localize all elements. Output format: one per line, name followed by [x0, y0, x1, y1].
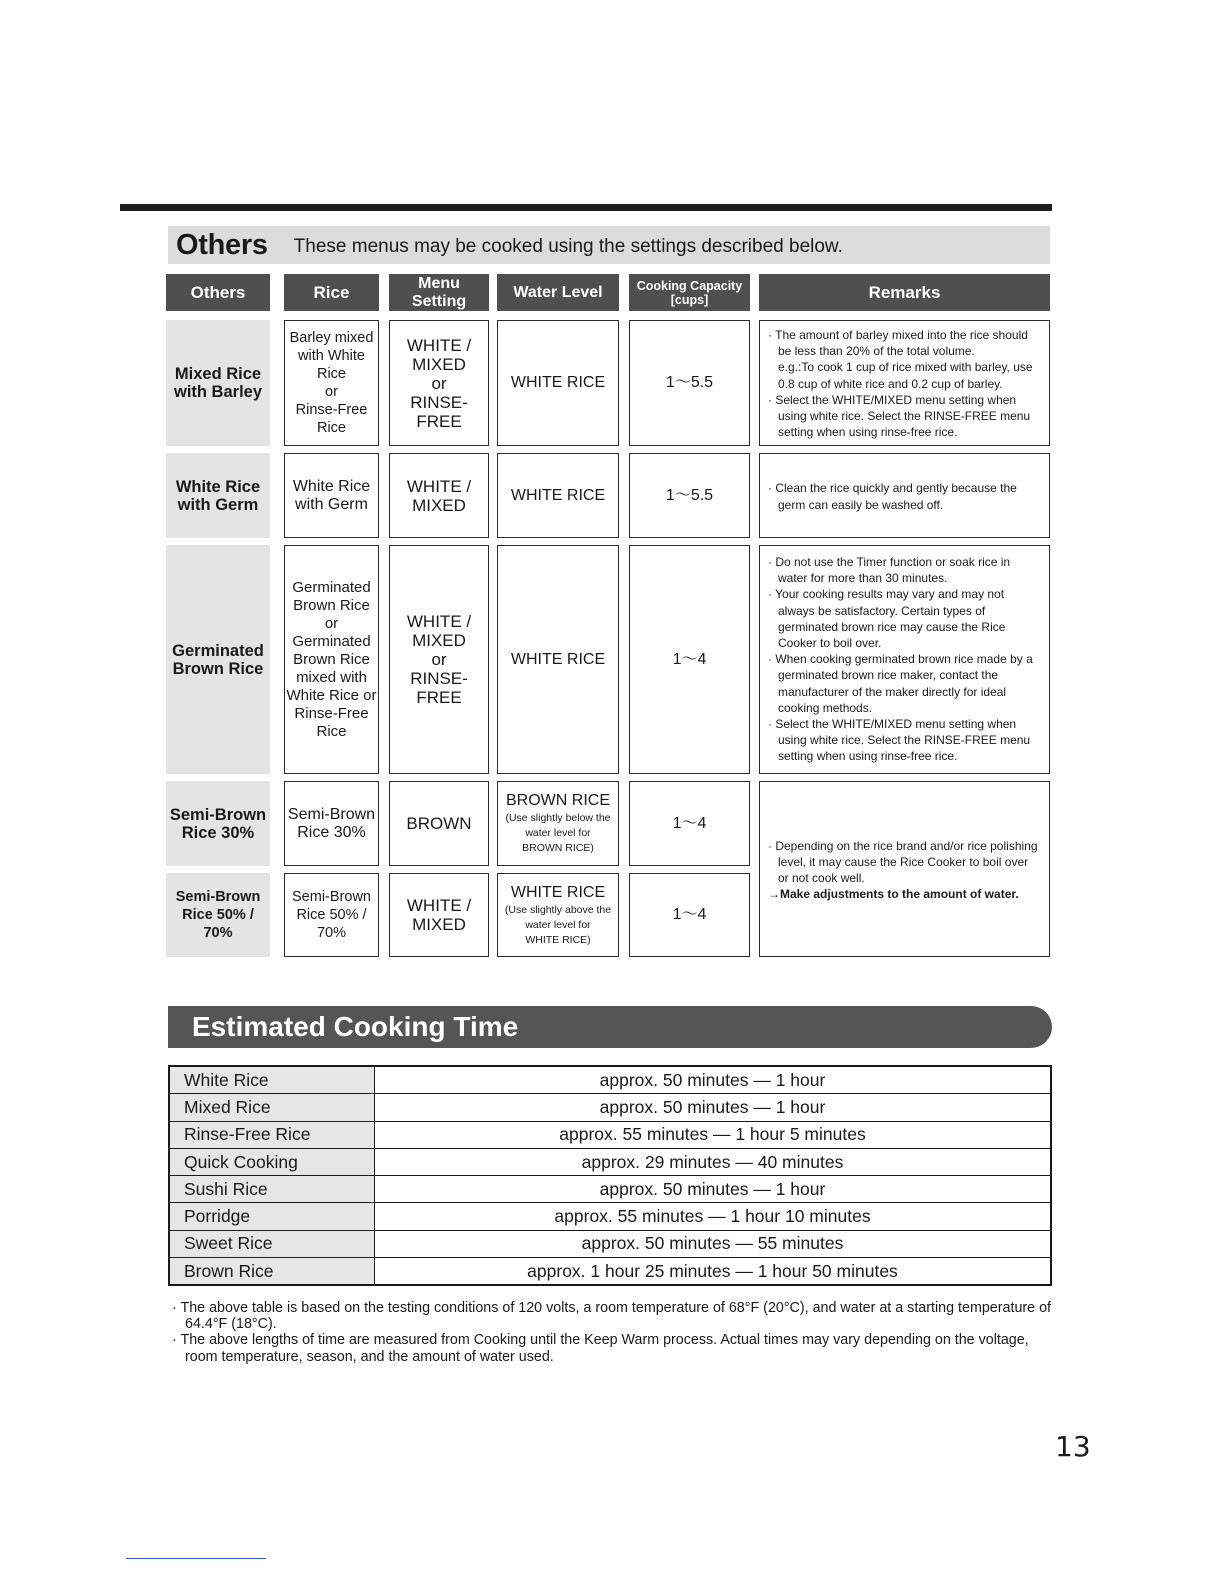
header-others: Others: [166, 274, 270, 311]
row-category: Semi-Brown Rice 30%: [166, 781, 270, 866]
row-category: White Rice with Germ: [166, 453, 270, 538]
row-category: Semi-Brown Rice 50% / 70%: [166, 873, 270, 957]
page-number: 13: [1055, 1430, 1091, 1463]
table-row: [169, 1094, 1051, 1121]
row-capacity: 1〜4: [629, 781, 750, 866]
remark-item: · The amount of barley mixed into the rice should be less than 20% of the total volume.: [768, 328, 1028, 359]
table-row: [169, 1066, 1051, 1094]
row-water-level: [497, 320, 619, 446]
header-water-level: Water Level: [497, 274, 619, 311]
water-level-note: (Use slightly below the water level for BROWN RICE): [505, 812, 611, 854]
water-level-text: WHITE RICE: [510, 883, 606, 901]
remark-emphasis: →Make adjustments to the amount of water.: [768, 887, 1019, 902]
row-menu-setting: WHITE / MIXED or RINSE-FREE: [389, 545, 489, 774]
remark-item: · When cooking germinated brown rice made by a germinated brown rice maker, contact the manufacturer of the maker directly for ideal cooking methods.: [768, 652, 1033, 715]
row-category: Mixed Rice with Barley: [166, 320, 270, 446]
others-subtitle: These menus may be cooked using the settings described below.: [293, 236, 843, 257]
row-capacity: 1〜5.5: [629, 320, 750, 446]
water-level-text: BROWN RICE: [506, 792, 610, 809]
remark-item: e.g.:To cook 1 cup of rice mixed with barley, use 0.8 cup of white rice and 0.2 cup of barley.: [778, 360, 1033, 391]
rice-type: Sweet Rice: [169, 1230, 375, 1257]
row-rice: Barley mixed with White Rice or Rinse-Free Rice: [284, 320, 379, 446]
water-level-note: (Use slightly above the water level for WHITE RICE): [504, 903, 612, 946]
cooking-time: approx. 55 minutes — 1 hour 10 minutes: [375, 1203, 1052, 1230]
rice-type: Rinse-Free Rice: [169, 1121, 375, 1148]
row-capacity: 1〜5.5: [629, 453, 750, 538]
row-capacity: 1〜4: [629, 873, 750, 957]
row-remarks: [759, 320, 1050, 446]
cooking-time: approx. 55 minutes — 1 hour 5 minutes: [375, 1121, 1052, 1148]
rice-type: White Rice: [169, 1066, 375, 1094]
cooking-time: approx. 1 hour 25 minutes — 1 hour 50 minutes: [375, 1258, 1052, 1286]
row-water-level: [497, 873, 619, 957]
others-title-band: [168, 226, 1050, 264]
remark-item: · Depending on the rice brand and/or rice polishing level, it may cause the Rice Cooker to boil over or not cook well.: [768, 838, 1038, 885]
remark-item: · Select the WHITE/MIXED menu setting when using white rice. Select the RINSE-FREE menu setting when using rinse-free rice.: [768, 717, 1031, 764]
table-row: [169, 1148, 1051, 1175]
header-rice: Rice: [284, 274, 379, 311]
header-menu-setting: Menu Setting: [389, 274, 489, 311]
cooking-time-notes: [172, 1300, 1052, 1365]
row-menu-setting: WHITE / MIXED or RINSE-FREE: [389, 320, 489, 446]
cooking-time: approx. 50 minutes — 55 minutes: [375, 1230, 1052, 1257]
semi-brown-remarks: [759, 781, 1050, 957]
header-capacity-unit: [cups]: [670, 292, 709, 307]
remark-item: · Your cooking results may vary and may not always be satisfactory. Certain types of germinated brown rice may cause the Rice Cooker to boil over.: [768, 587, 1006, 651]
rice-type: Porridge: [169, 1203, 375, 1230]
row-remarks: [759, 545, 1050, 774]
row-rice: Germinated Brown Rice or Germinated Brown Rice mixed with White Rice or Rinse-Free Rice: [284, 545, 379, 774]
row-capacity: 1〜4: [629, 545, 750, 774]
water-level-text: WHITE RICE: [510, 374, 606, 391]
water-level-text: WHITE RICE: [510, 650, 606, 668]
header-remarks: Remarks: [759, 274, 1050, 311]
remark-item: · Do not use the Timer function or soak rice in water for more than 30 minutes.: [768, 555, 1011, 586]
row-menu-setting: BROWN: [389, 781, 489, 866]
table-row: [169, 1176, 1051, 1203]
table-row: [169, 1230, 1051, 1257]
row-water-level: [497, 453, 619, 538]
row-water-level: [497, 781, 619, 866]
remark-item: · Clean the rice quickly and gently because the germ can easily be washed off.: [768, 481, 1017, 512]
cooking-time-title: Estimated Cooking Time: [168, 1006, 1052, 1048]
rice-type: Mixed Rice: [169, 1094, 375, 1121]
footer-link-underline[interactable]: [126, 1558, 266, 1559]
others-title: Others: [176, 228, 268, 261]
table-row: [169, 1258, 1051, 1286]
row-remarks: [759, 453, 1050, 538]
cooking-time: approx. 50 minutes — 1 hour: [375, 1066, 1052, 1094]
row-category: Germinated Brown Rice: [166, 545, 270, 774]
rice-type: Sushi Rice: [169, 1176, 375, 1203]
top-rule: [120, 204, 1052, 211]
table-row: [169, 1121, 1051, 1148]
row-menu-setting: WHITE / MIXED: [389, 453, 489, 538]
cooking-time: approx. 50 minutes — 1 hour: [375, 1176, 1052, 1203]
remark-item: · Select the WHITE/MIXED menu setting when using white rice. Select the RINSE-FREE menu setting when using rinse-free rice.: [768, 392, 1031, 440]
rice-type: Brown Rice: [169, 1258, 375, 1286]
row-rice: White Rice with Germ: [284, 453, 379, 538]
note-item: · The above table is based on the testing conditions of 120 volts, a room temperature of 68°F (20°C), and water at a starting temperature of 64.4°F (18°C).: [172, 1300, 1052, 1333]
row-rice: Semi-Brown Rice 50% / 70%: [284, 873, 379, 957]
cooking-time: approx. 29 minutes — 40 minutes: [375, 1148, 1052, 1175]
note-item: · The above lengths of time are measured from Cooking until the Keep Warm process. Actual times may vary depending on the voltage, room temperature, season, and the amount of water used.: [172, 1332, 1029, 1365]
header-cooking-capacity: [629, 274, 750, 311]
header-capacity-label: Cooking Capacity: [636, 278, 743, 293]
water-level-text: WHITE RICE: [510, 486, 606, 504]
cooking-time: approx. 50 minutes — 1 hour: [375, 1094, 1052, 1121]
cooking-time-table: [168, 1065, 1052, 1286]
table-row: [169, 1203, 1051, 1230]
row-rice: Semi-Brown Rice 30%: [284, 781, 379, 866]
rice-type: Quick Cooking: [169, 1148, 375, 1175]
row-menu-setting: WHITE / MIXED: [389, 873, 489, 957]
row-water-level: [497, 545, 619, 774]
